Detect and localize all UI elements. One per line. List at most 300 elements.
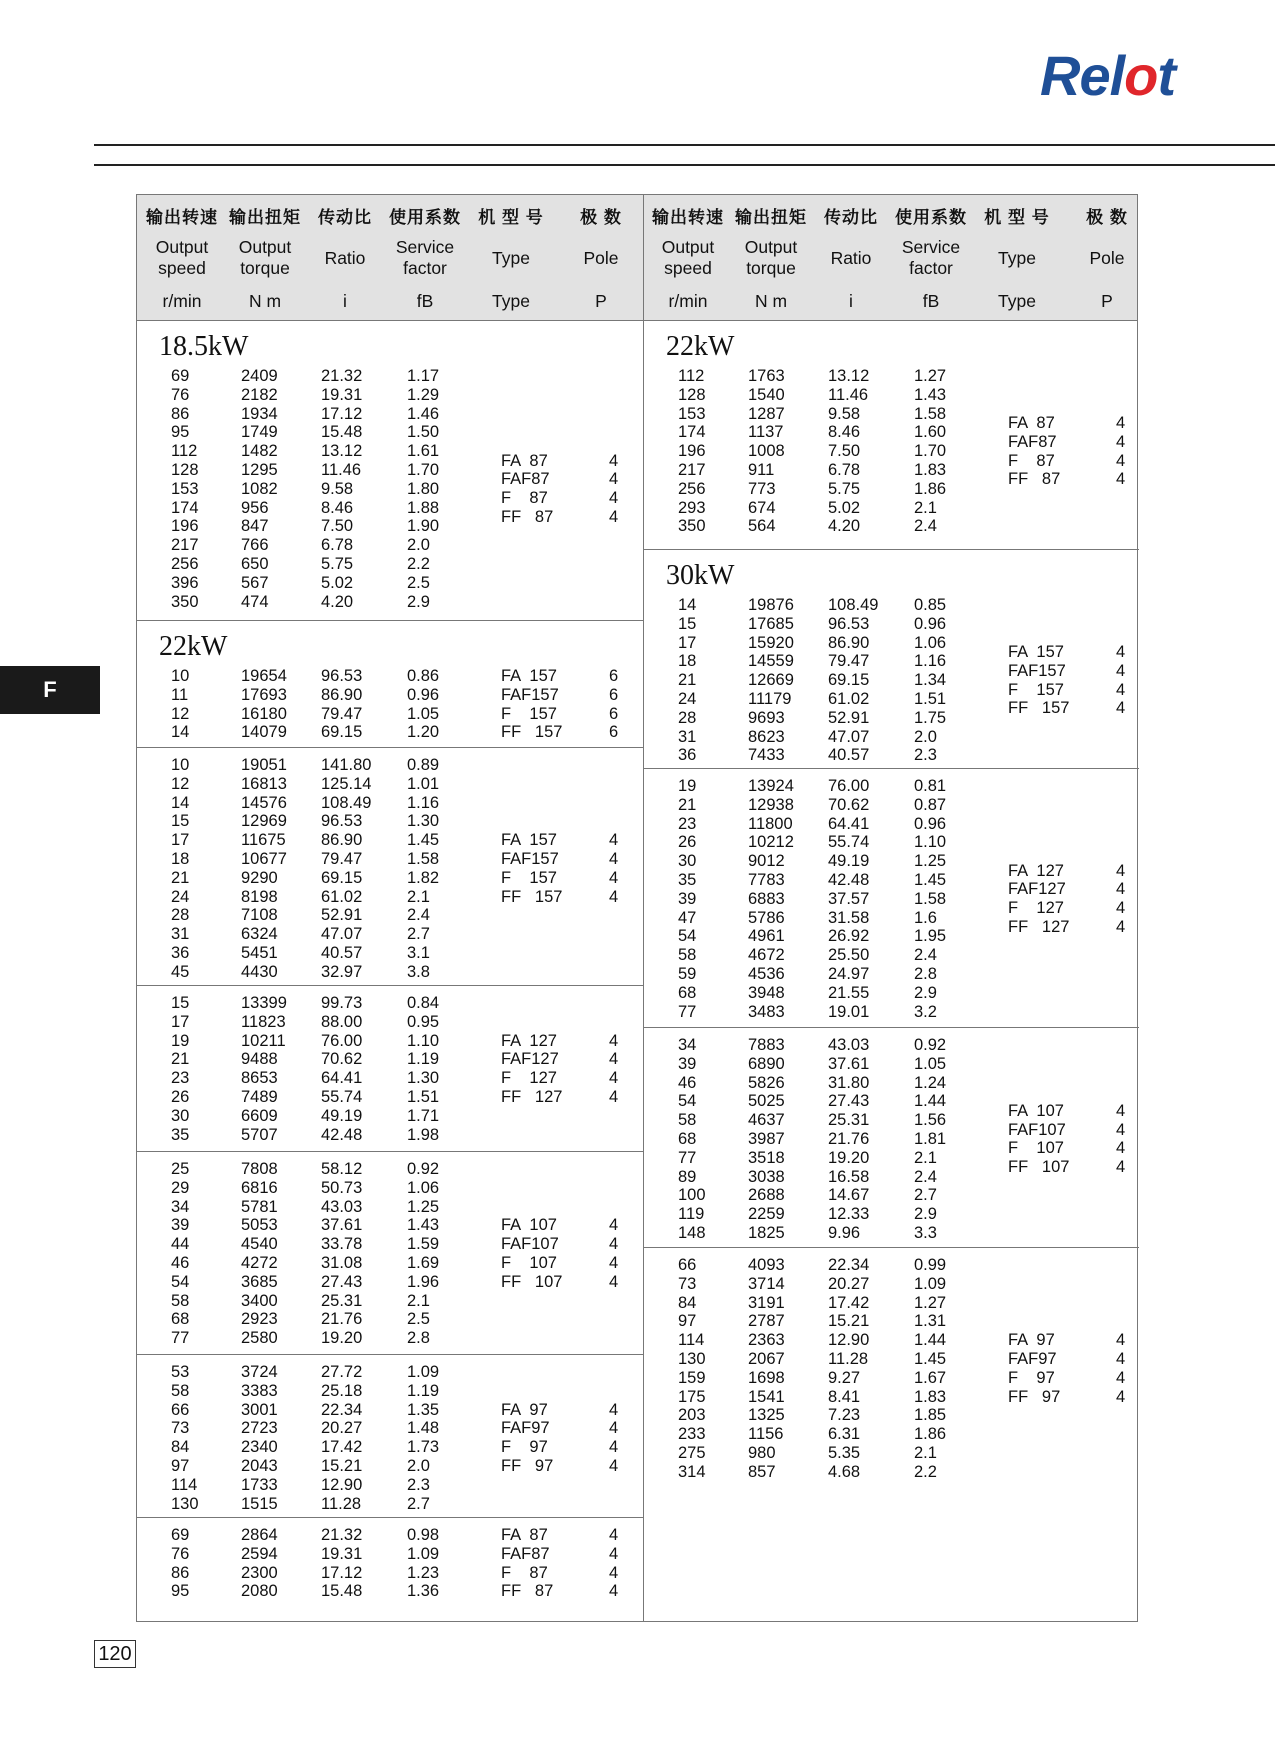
torque-cell: 10212 [748, 833, 794, 852]
torque-cell: 3685 [241, 1272, 278, 1291]
type-label: F 107 [1008, 1139, 1064, 1158]
pole-block [609, 1216, 618, 1291]
service-factor-cell: 2.7 [914, 1186, 937, 1205]
speed-cell: 11 [171, 685, 189, 704]
ratio-cell: 7.50 [828, 442, 861, 461]
header-en-3: Service factor [395, 237, 455, 278]
torque-cell: 9012 [748, 852, 785, 871]
service-factor-cell: 3.3 [914, 1223, 937, 1242]
torque-cell: 9488 [241, 1050, 278, 1069]
service-factor-cell: 1.25 [407, 1197, 440, 1216]
speed-cell: 54 [678, 1092, 697, 1111]
type-label: FF 107 [1008, 1158, 1070, 1177]
torque-cell: 2594 [241, 1544, 278, 1563]
torque-cell: 5053 [241, 1216, 278, 1235]
service-factor-cell: 1.83 [914, 1387, 947, 1406]
service-factor-cell: 1.06 [407, 1178, 440, 1197]
ratio-cell: 64.41 [828, 814, 870, 833]
ratio-cell: 96.53 [321, 812, 363, 831]
torque-cell: 1541 [748, 1387, 785, 1406]
torque-cell: 2182 [241, 385, 278, 404]
type-label: FAF97 [1008, 1349, 1057, 1368]
ratio-cell: 50.73 [321, 1178, 363, 1197]
speed-cell: 36 [171, 943, 190, 962]
service-factor-cell: 2.7 [407, 925, 430, 944]
torque-cell: 1295 [241, 460, 278, 479]
torque-cell: 4430 [241, 962, 278, 981]
power-group [644, 1028, 1139, 1248]
table-header [137, 195, 1137, 321]
torque-cell: 3518 [748, 1148, 785, 1167]
header-zh-1: 输出扭矩 [735, 208, 807, 227]
torque-cell: 8198 [241, 887, 278, 906]
torque-cell: 11675 [241, 831, 286, 850]
ratio-cell: 79.47 [321, 704, 363, 723]
speed-cell: 34 [171, 1197, 190, 1216]
speed-cell: 44 [171, 1235, 190, 1254]
ratio-cell: 20.27 [828, 1274, 870, 1293]
pole-value: 4 [609, 1031, 619, 1050]
service-factor-cell: 1.51 [914, 689, 947, 708]
torque-cell: 2409 [241, 367, 278, 385]
pole-value: 4 [1116, 661, 1126, 680]
torque-cell: 3483 [748, 1002, 785, 1021]
pole-value: 4 [609, 1582, 619, 1601]
pole-value: 4 [609, 1087, 619, 1106]
speed-cell: 314 [678, 1462, 706, 1481]
power-title: 18.5kW [159, 331, 249, 362]
ratio-cell: 108.49 [321, 793, 372, 812]
pole-value: 4 [609, 489, 619, 508]
type-label: FA 157 [501, 667, 557, 685]
service-factor-cell: 2.1 [914, 498, 937, 517]
type-label: FF 157 [501, 887, 563, 906]
type-label: FAF107 [501, 1235, 559, 1254]
torque-cell: 847 [241, 517, 269, 536]
torque-cell: 2787 [748, 1312, 785, 1331]
torque-cell: 2864 [241, 1526, 278, 1544]
pole-value: 6 [609, 685, 619, 704]
power-group [644, 321, 1139, 550]
service-factor-cell: 2.1 [407, 887, 430, 906]
torque-cell: 14559 [748, 652, 794, 671]
torque-cell: 8623 [748, 727, 785, 746]
service-factor-cell: 1.67 [914, 1368, 947, 1387]
ratio-cell: 15.21 [828, 1312, 870, 1331]
power-group [137, 1355, 643, 1518]
speed-cell: 84 [171, 1438, 190, 1457]
type-block [501, 1032, 562, 1107]
ratio-cell: 25.18 [321, 1381, 363, 1400]
pole-value: 4 [609, 1526, 619, 1544]
ratio-cell: 37.57 [828, 889, 870, 908]
ratio-cell: 14.67 [828, 1186, 870, 1205]
service-factor-cell: 3.2 [914, 1002, 937, 1021]
speed-cell: 29 [171, 1178, 190, 1197]
torque-cell: 19051 [241, 756, 287, 774]
ratio-cell: 9.27 [828, 1368, 861, 1387]
ratio-cell: 108.49 [828, 596, 879, 614]
speed-cell: 350 [171, 592, 199, 611]
torque-cell: 14079 [241, 723, 287, 742]
header-en-2: Ratio [324, 247, 366, 268]
service-factor-cell: 2.4 [914, 1167, 937, 1186]
ratio-cell: 19.31 [321, 1544, 363, 1563]
torque-cell: 17685 [748, 614, 794, 633]
type-label: FF 107 [501, 1272, 563, 1291]
service-factor-cell: 1.86 [914, 479, 947, 498]
header-unit-1: N m [754, 291, 788, 311]
ratio-cell: 141.80 [321, 756, 372, 774]
service-factor-cell: 1.16 [407, 793, 440, 812]
type-label: FA 127 [1008, 861, 1064, 880]
torque-cell: 650 [241, 554, 269, 573]
ratio-cell: 52.91 [321, 906, 363, 925]
speed-cell: 84 [678, 1293, 697, 1312]
pole-value: 4 [1116, 643, 1126, 661]
ratio-cell: 9.96 [828, 1223, 861, 1242]
header-en-0: Output speed [155, 237, 209, 278]
service-factor-cell: 2.0 [914, 727, 937, 746]
service-factor-cell: 1.88 [407, 498, 440, 517]
service-factor-cell: 0.96 [914, 814, 947, 833]
ratio-cell: 79.47 [321, 849, 363, 868]
ratio-cell: 5.75 [321, 554, 354, 573]
type-label: FAF87 [1008, 432, 1057, 451]
ratio-cell: 17.12 [321, 1563, 363, 1582]
torque-cell: 17693 [241, 685, 287, 704]
header-en-4: Type [998, 247, 1036, 268]
type-label: F 157 [1008, 680, 1064, 699]
torque-cell: 10211 [241, 1031, 286, 1050]
service-factor-cell: 1.44 [914, 1092, 947, 1111]
ratio-cell: 21.76 [321, 1310, 363, 1329]
ratio-cell: 96.53 [321, 667, 363, 685]
speed-cell: 89 [678, 1167, 697, 1186]
speed-cell: 14 [171, 793, 190, 812]
ratio-cell: 64.41 [321, 1069, 363, 1088]
torque-cell: 11823 [241, 1012, 286, 1031]
ratio-cell: 58.12 [321, 1160, 363, 1178]
header-zh-5: 极 数 [580, 208, 622, 227]
service-factor-cell: 1.17 [407, 367, 440, 385]
speed-cell: 58 [678, 946, 697, 965]
service-factor-cell: 0.89 [407, 756, 440, 774]
service-factor-cell: 2.4 [914, 946, 937, 965]
pole-block [609, 1526, 618, 1601]
speed-cell: 293 [678, 498, 706, 517]
ratio-cell: 49.19 [321, 1106, 363, 1125]
pole-value: 4 [1116, 1368, 1126, 1387]
pole-value: 4 [609, 868, 619, 887]
ratio-cell: 21.32 [321, 1526, 363, 1544]
service-factor-cell: 2.9 [914, 1205, 937, 1224]
speed-cell: 14 [171, 723, 190, 742]
type-block [501, 667, 562, 742]
torque-cell: 2300 [241, 1563, 278, 1582]
torque-cell: 1763 [748, 367, 785, 385]
service-factor-cell: 1.31 [914, 1312, 947, 1331]
speed-cell: 95 [171, 1582, 190, 1601]
torque-cell: 3987 [748, 1129, 785, 1148]
ratio-cell: 25.50 [828, 946, 870, 965]
ratio-cell: 6.78 [828, 460, 861, 479]
speed-cell: 128 [678, 385, 706, 404]
torque-cell: 13399 [241, 994, 287, 1012]
service-factor-cell: 1.05 [407, 704, 440, 723]
type-label: FAF87 [501, 470, 550, 489]
header-unit-5: P [1101, 291, 1113, 311]
type-label: F 107 [501, 1253, 557, 1272]
service-factor-cell: 1.48 [407, 1419, 440, 1438]
pole-value: 4 [1116, 1387, 1126, 1406]
ratio-cell: 86.90 [828, 633, 870, 652]
pole-value: 4 [1116, 1139, 1126, 1158]
ratio-cell: 22.34 [321, 1400, 363, 1419]
pole-value: 4 [1116, 451, 1126, 470]
type-label: FA 97 [1008, 1331, 1055, 1350]
type-label: FA 87 [501, 1526, 548, 1544]
ratio-cell: 21.32 [321, 367, 363, 385]
service-factor-cell: 1.09 [407, 1544, 440, 1563]
ratio-cell: 69.15 [321, 723, 363, 742]
pole-value: 4 [1116, 680, 1126, 699]
type-label: FA 87 [501, 451, 548, 470]
brand-logo: Relot [1040, 44, 1176, 107]
ratio-cell: 37.61 [321, 1216, 363, 1235]
ratio-cell: 13.12 [828, 367, 870, 385]
header-zh-1: 输出扭矩 [229, 208, 301, 227]
speed-cell: 15 [678, 614, 697, 633]
ratio-cell: 19.20 [828, 1148, 870, 1167]
speed-cell: 128 [171, 460, 199, 479]
service-factor-cell: 1.45 [407, 831, 440, 850]
header-unit-4: Type [492, 291, 530, 311]
service-factor-cell: 1.80 [407, 479, 440, 498]
speed-cell: 69 [171, 1526, 190, 1544]
service-factor-cell: 2.5 [407, 573, 430, 592]
speed-cell: 54 [678, 927, 697, 946]
header-right [643, 195, 1149, 321]
service-factor-cell: 1.27 [914, 367, 947, 385]
torque-cell: 12969 [241, 812, 287, 831]
ratio-cell: 8.46 [828, 423, 861, 442]
pole-value: 4 [609, 831, 619, 850]
speed-cell: 112 [678, 367, 705, 385]
torque-cell: 7883 [748, 1036, 785, 1054]
ratio-cell: 17.42 [321, 1438, 363, 1457]
service-factor-cell: 3.8 [407, 962, 430, 981]
header-zh-0: 输出转速 [652, 208, 724, 227]
type-label: F 97 [1008, 1368, 1055, 1387]
torque-cell: 19876 [748, 596, 794, 614]
torque-cell: 2363 [748, 1331, 785, 1350]
type-label: F 87 [501, 489, 548, 508]
type-label: FAF127 [501, 1050, 559, 1069]
pole-value: 6 [609, 704, 619, 723]
torque-cell: 7489 [241, 1087, 278, 1106]
ratio-cell: 55.74 [321, 1087, 363, 1106]
speed-cell: 19 [171, 1031, 190, 1050]
speed-cell: 153 [678, 404, 706, 423]
pole-value: 4 [1116, 1349, 1126, 1368]
service-factor-cell: 1.05 [914, 1054, 947, 1073]
header-en-3: Service factor [901, 237, 961, 278]
torque-cell: 2688 [748, 1186, 785, 1205]
speed-cell: 119 [678, 1205, 705, 1224]
speed-cell: 19 [678, 777, 697, 795]
service-factor-cell: 1.70 [407, 460, 440, 479]
ratio-cell: 5.75 [828, 479, 861, 498]
header-en-1: Output torque [744, 237, 798, 278]
service-factor-cell: 1.25 [914, 852, 947, 871]
ratio-cell: 99.73 [321, 994, 363, 1012]
pole-value: 4 [609, 507, 619, 526]
power-group [644, 550, 1139, 769]
ratio-cell: 12.33 [828, 1205, 870, 1224]
pole-value: 4 [609, 1438, 619, 1457]
pole-block [609, 452, 618, 527]
torque-cell: 2080 [241, 1582, 278, 1601]
header-unit-2: i [343, 291, 347, 311]
torque-cell: 5025 [748, 1092, 785, 1111]
service-factor-cell: 0.87 [914, 795, 947, 814]
torque-cell: 10677 [241, 849, 287, 868]
speed-cell: 23 [678, 814, 697, 833]
torque-cell: 6890 [748, 1054, 785, 1073]
torque-cell: 3724 [241, 1363, 278, 1381]
torque-cell: 6609 [241, 1106, 278, 1125]
type-label: FAF87 [501, 1544, 550, 1563]
service-factor-cell: 1.58 [407, 849, 440, 868]
speed-cell: 174 [678, 423, 706, 442]
service-factor-cell: 1.61 [407, 442, 440, 461]
speed-cell: 68 [678, 1129, 697, 1148]
service-factor-cell: 2.0 [407, 536, 430, 555]
pole-value: 6 [609, 667, 619, 685]
ratio-cell: 9.58 [321, 479, 354, 498]
header-unit-0: r/min [668, 291, 708, 311]
torque-cell: 6883 [748, 889, 785, 908]
type-label: FAF157 [501, 685, 559, 704]
type-block [501, 831, 562, 906]
service-factor-cell: 1.95 [914, 927, 947, 946]
ratio-cell: 24.97 [828, 964, 870, 983]
ratio-cell: 70.62 [828, 795, 870, 814]
service-factor-cell: 1.44 [914, 1331, 947, 1350]
speed-cell: 76 [171, 1544, 190, 1563]
pole-block [609, 1401, 618, 1476]
pole-value: 4 [1116, 861, 1126, 880]
ratio-cell: 88.00 [321, 1012, 363, 1031]
type-label: FAF157 [1008, 661, 1066, 680]
service-factor-cell: 2.8 [914, 964, 937, 983]
header-zh-3: 使用系数 [389, 208, 461, 227]
type-label: FA 87 [1008, 414, 1055, 432]
torque-cell: 5826 [748, 1073, 785, 1092]
ratio-cell: 6.78 [321, 536, 354, 555]
torque-cell: 4536 [748, 964, 785, 983]
torque-cell: 4093 [748, 1256, 785, 1274]
ratio-cell: 8.46 [321, 498, 354, 517]
pole-value: 4 [609, 1235, 619, 1254]
ratio-cell: 26.92 [828, 927, 870, 946]
service-factor-cell: 1.50 [407, 423, 440, 442]
pole-value: 4 [1116, 1101, 1126, 1120]
ratio-cell: 42.48 [828, 870, 870, 889]
service-factor-cell: 0.96 [407, 685, 440, 704]
torque-cell: 1156 [748, 1425, 784, 1444]
header-zh-4: 机 型 号 [478, 208, 544, 227]
section-tab[interactable]: F [0, 666, 100, 714]
service-factor-cell: 1.10 [914, 833, 947, 852]
service-factor-cell: 2.7 [407, 1494, 430, 1513]
pole-value: 4 [609, 1050, 619, 1069]
torque-cell: 3001 [241, 1400, 278, 1419]
ratio-cell: 61.02 [828, 689, 870, 708]
ratio-cell: 25.31 [321, 1291, 363, 1310]
ratio-cell: 6.31 [828, 1425, 861, 1444]
speed-cell: 39 [171, 1216, 190, 1235]
power-group [137, 986, 643, 1152]
ratio-cell: 11.28 [321, 1494, 362, 1513]
pole-value: 4 [609, 1456, 619, 1475]
pole-value: 4 [1116, 1158, 1126, 1177]
torque-cell: 1749 [241, 423, 278, 442]
torque-cell: 7783 [748, 870, 785, 889]
pole-value: 4 [1116, 699, 1126, 718]
speed-cell: 47 [678, 908, 697, 927]
pole-value: 4 [609, 1069, 619, 1088]
torque-cell: 9290 [241, 868, 278, 887]
speed-cell: 66 [678, 1256, 697, 1274]
type-label: F 157 [501, 868, 557, 887]
speed-cell: 58 [678, 1111, 697, 1130]
speed-cell: 59 [678, 964, 697, 983]
speed-cell: 26 [678, 833, 697, 852]
speed-cell: 21 [171, 1050, 190, 1069]
torque-cell: 11179 [748, 689, 792, 708]
torque-cell: 474 [241, 592, 269, 611]
service-factor-cell: 0.92 [914, 1036, 947, 1054]
speed-cell: 76 [171, 385, 190, 404]
torque-cell: 1733 [241, 1475, 278, 1494]
ratio-cell: 9.58 [828, 404, 861, 423]
type-label: FF 97 [1008, 1387, 1061, 1406]
speed-cell: 95 [171, 423, 190, 442]
ratio-cell: 47.07 [828, 727, 870, 746]
speed-cell: 45 [171, 962, 190, 981]
torque-cell: 1082 [241, 479, 278, 498]
ratio-cell: 27.43 [321, 1272, 363, 1291]
speed-cell: 12 [171, 774, 190, 793]
header-left [137, 195, 643, 321]
service-factor-cell: 1.46 [407, 404, 440, 423]
type-label: FF 97 [501, 1456, 554, 1475]
speed-cell: 233 [678, 1425, 706, 1444]
service-factor-cell: 1.34 [914, 671, 947, 690]
torque-cell: 6816 [241, 1178, 278, 1197]
pole-block [1116, 643, 1125, 718]
ratio-cell: 15.48 [321, 423, 363, 442]
torque-cell: 16813 [241, 774, 287, 793]
service-factor-cell: 1.01 [407, 774, 440, 793]
type-label: FF 157 [501, 723, 563, 742]
service-factor-cell: 1.06 [914, 633, 947, 652]
torque-cell: 567 [241, 573, 269, 592]
type-label: FA 107 [501, 1216, 557, 1235]
torque-cell: 2067 [748, 1349, 785, 1368]
